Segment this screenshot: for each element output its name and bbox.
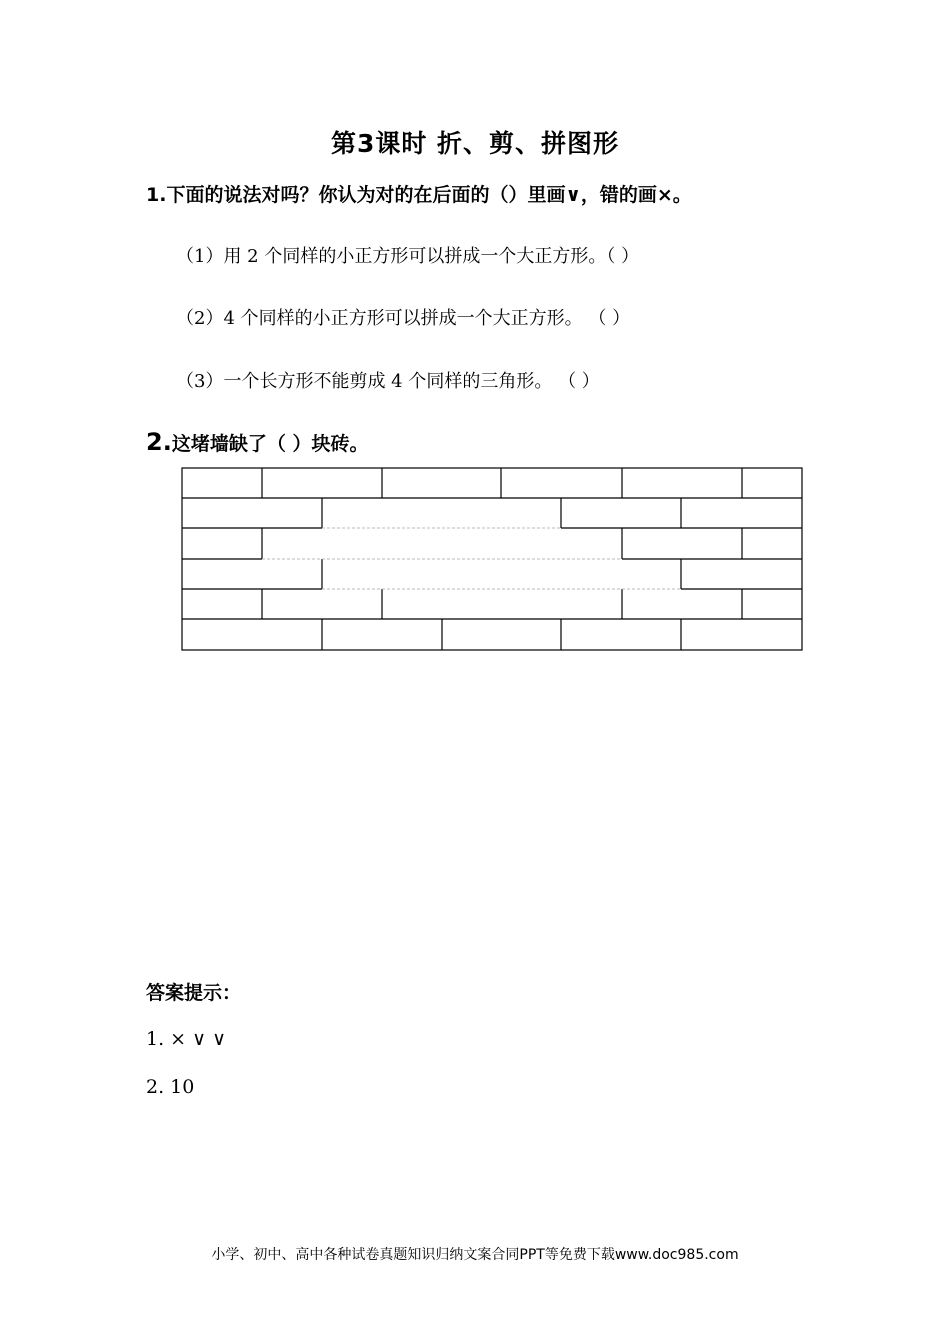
answer-line-2: 2. 10 bbox=[146, 1076, 195, 1098]
answer-line-1: 1. × ∨ ∨ bbox=[146, 1028, 226, 1050]
question-2-prompt bbox=[146, 428, 368, 456]
question-1-prompt: 1.下面的说法对吗？你认为对的在后面的（）里画∨，错的画×。 bbox=[146, 184, 692, 206]
footer-text: 小学、初中、高中各种试卷真题知识归纳文案合同PPT等免费下载www.doc985.com bbox=[211, 1247, 739, 1263]
page-title: 第3课时 折、剪、拼图形 bbox=[330, 129, 620, 158]
question-2-text: 这堵墙缺了（ ）块砖。 bbox=[171, 433, 369, 455]
question-1-item-3: （3）一个长方形不能剪成 4 个同样的三角形。 （ ） bbox=[176, 371, 600, 392]
question-1-item-1: （1）用 2 个同样的小正方形可以拼成一个大正方形。（ ） bbox=[176, 246, 640, 267]
question-1-item-2: （2）4 个同样的小正方形可以拼成一个大正方形。 （ ） bbox=[176, 308, 631, 329]
question-2-number: 2. bbox=[146, 428, 172, 456]
brick-wall-diagram bbox=[181, 467, 803, 651]
answer-heading: 答案提示： bbox=[146, 982, 242, 1004]
